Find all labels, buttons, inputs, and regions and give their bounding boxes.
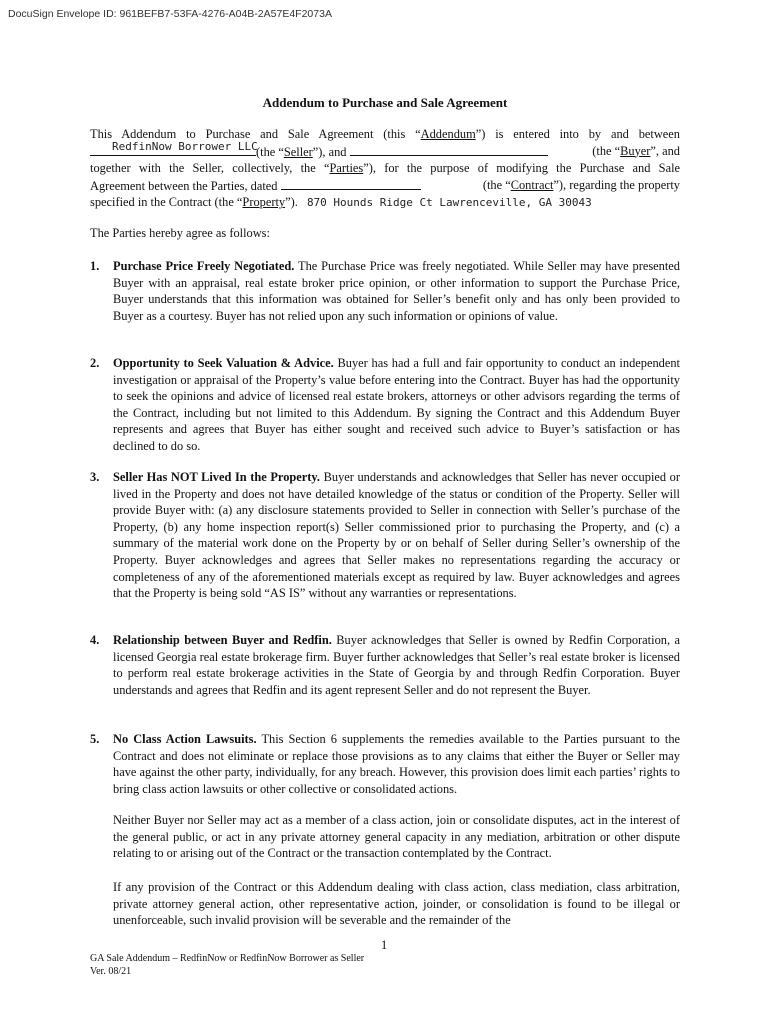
section-text: This Section 6 supplements the remedies available to the Parties pursuant to the Contract and does not eliminate or replace those provisions as to any claims that either the Buyer or Seller may have against the other party, individually, for any breach. However, this provision does limit each parties’ rights to bring class action lawsuits or other collective or consolidated actions. — [113, 732, 681, 796]
agree-statement: The Parties hereby agree as follows: — [90, 226, 270, 240]
section-text: Buyer understands and acknowledges that Seller has never occupied or lived in the Property and does not have detailed knowledge of the status or condition of the Property. Seller will provide Buyer with: (a) any disclosure statements provided to Seller in connection with Seller’s purchase of the Property, (b) any home inspection report(s) Seller commissioned prior to purchasing the Property, and (c) a summary of the material work done on the Property by or on behalf of Seller during Seller’s ownership of the Property. Buyer acknowledges and agrees that Seller makes no representations regarding the accuracy or completeness of any of the aforementioned materials except as required by law. Buyer acknowledges and agrees that the Property is being sold “AS IS” without any warranties or representations. — [113, 470, 680, 601]
section-heading: No Class Action Lawsuits. — [113, 732, 257, 746]
section-number: 2. — [90, 356, 100, 370]
section-text: The Purchase Price was freely negotiated. While Seller may have presented Buyer with an appraisal, real estate broker price opinion, or other information to support the Purchase Price, Buyer understands that this information was obtained for Seller’s benefit only and has only been provided to Buyer as a courtesy. Buyer has not relied upon any such information or opinions of value. — [113, 259, 680, 323]
section-heading: Relationship between Buyer and Redfin. — [113, 633, 332, 647]
intro-line-3: together with the Seller, collectively, the “Parties”), for the purpose of modifying the Purchase and Sale — [90, 161, 680, 176]
intro-line-5: specified in the Contract (the “Property”). 870 Hounds Ridge Ct Lawrenceville, GA 30043 — [90, 195, 592, 210]
section-number: 5. — [90, 732, 100, 746]
section-5-paragraph-3: If any provision of the Contract or this Addendum dealing with class action, class mediation, class arbitration, private attorney general action, other representative action, joinder, or consolidation is found to be illegal or unenforceable, such invalid provision will be severable and the remainder of the — [113, 880, 680, 928]
section-1 — [90, 258, 680, 324]
section-2 — [90, 355, 680, 455]
section-5-paragraph-2: Neither Buyer nor Seller may act as a member of a class action, join or consolidate disputes, act in the interest of the general public, or act in any private attorney general capacity in any mediation, arbitration or other dispute relating to or arising out of the Contract or the transaction contemplated by the Contract. — [113, 813, 680, 861]
section-text: Buyer acknowledges that Seller is owned by Redfin Corporation, a licensed Georgia real estate brokerage firm. Buyer further acknowledges that Seller’s real estate broker is licensed to perform real estate brokerage activities in the State of Georgia by and through Redfin Corporation. Buyer understands and agrees that Redfin and its agent represent Seller and do not represent the Buyer. — [113, 633, 680, 697]
footer-title: GA Sale Addendum – RedfinNow or RedfinNow Borrower as Seller — [90, 953, 365, 964]
section-text: Buyer has had a full and fair opportunity to conduct an independent investigation or appraisal of the Property’s value before entering into the Contract. Buyer has had the opportunity to seek the opinions and advice of licensed real estate brokers, attorneys or other advisors regarding the terms of the Contract, including but not limited to this Addendum. By signing the Contract and this Addendum Buyer represents and agrees that Buyer has either sought and received such advice to Buyer’s satisfaction or has declined to do so. — [113, 356, 680, 453]
section-number: 1. — [90, 259, 100, 273]
seller-name-field[interactable]: RedfinNow Borrower LLC — [90, 143, 256, 156]
contract-date-field[interactable] — [281, 177, 421, 190]
envelope-id: DocuSign Envelope ID: 961BEFB7-53FA-4276-A04B-2A57E4F2073A — [8, 8, 332, 20]
intro-line-4: Agreement between the Parties, dated (the “Contract”), regarding the property — [90, 177, 680, 193]
footer — [90, 952, 364, 978]
section-heading: Purchase Price Freely Negotiated. — [113, 259, 295, 273]
intro-line-2: RedfinNow Borrower LLC (the “Seller”), and (the “Buyer”, and — [90, 143, 680, 161]
section-heading: Seller Has NOT Lived In the Property. — [113, 470, 321, 484]
section-number: 3. — [90, 470, 100, 484]
section-heading: Opportunity to Seek Valuation & Advice. — [113, 356, 334, 370]
section-4 — [90, 632, 680, 698]
footer-version: Ver. 08/21 — [90, 966, 132, 977]
buyer-name-field[interactable] — [350, 143, 548, 156]
section-number: 4. — [90, 633, 100, 647]
section-3 — [90, 469, 680, 602]
property-address: 870 Hounds Ridge Ct Lawrenceville, GA 30043 — [306, 196, 592, 210]
intro-line-1: This Addendum to Purchase and Sale Agreement (this “Addendum”) is entered into by and between — [90, 127, 680, 141]
page-number: 1 — [381, 938, 388, 952]
document-title: Addendum to Purchase and Sale Agreement — [262, 95, 508, 110]
intro-paragraph — [90, 126, 680, 212]
section-5 — [90, 731, 680, 797]
